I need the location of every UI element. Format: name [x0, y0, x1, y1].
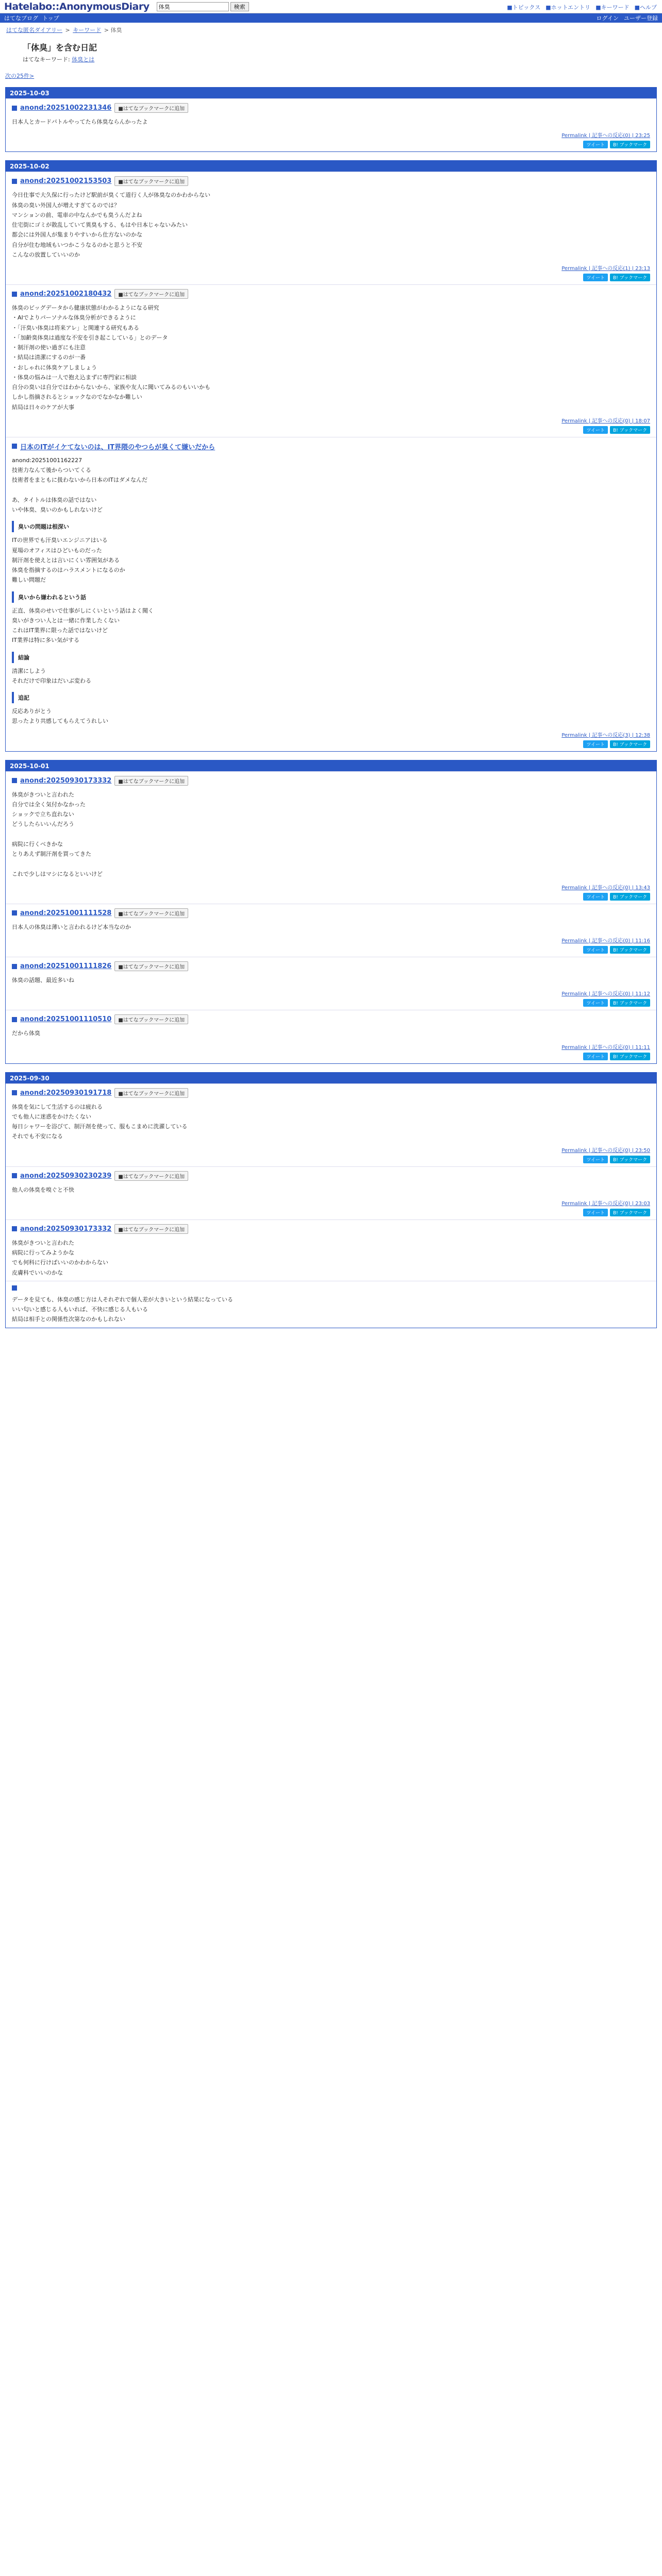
entry-line: 結局は日々のケアが大事	[12, 403, 74, 411]
entry-title-link[interactable]: anond:20250930230239	[20, 1172, 112, 1180]
site-logo[interactable]: Hatelabo::AnonymousDiary	[4, 1, 150, 12]
bookmark-button[interactable]: ■はてなブックマークに追加	[114, 176, 188, 186]
diary-entry	[6, 1166, 656, 1219]
entry-line: ・おしゃれに体臭ケアしましょう	[12, 364, 97, 371]
entry-line: 技術力なんて後からついてくる	[12, 467, 91, 473]
diary-entry	[6, 1083, 656, 1166]
bookmark-button[interactable]: ■はてなブックマークに追加	[114, 289, 188, 299]
permalink[interactable]: Permalink | 記事への反応(1) | 23:13	[561, 266, 650, 272]
entry-footer	[12, 416, 650, 424]
sub-bar	[0, 13, 662, 23]
entry-footer	[12, 989, 650, 997]
permalink[interactable]: Permalink | 記事への反応(0) | 23:25	[561, 133, 650, 139]
entry-body	[12, 190, 650, 260]
tweet-button[interactable]: ツイート	[583, 893, 608, 901]
entry-line: 難しい問題だ	[12, 577, 46, 584]
bookmark-button[interactable]: ■はてなブックマークに追加	[114, 908, 188, 918]
hatena-bookmark-button[interactable]: B! ブックマーク	[610, 426, 650, 434]
entry-line: 今日仕事で大久保に行ったけど駅前が臭くて道行く人が体臭なのかわからない	[12, 192, 210, 199]
entry-line: 他人の体臭を嗅ぐと不快	[12, 1186, 74, 1193]
share-buttons	[12, 740, 650, 748]
hatena-bookmark-button[interactable]: B! ブックマーク	[610, 893, 650, 901]
entry-line: ・AIでよりパーソナルな体臭分析ができるように	[12, 314, 136, 321]
entry-line: いや体臭、臭いのかもしれないけど	[12, 506, 103, 513]
entry-line: 体臭を指摘するのはハラスメントになるのか	[12, 567, 125, 573]
entry-line: でも何科に行けばいいのかわからない	[12, 1259, 108, 1266]
bookmark-button[interactable]: ■はてなブックマークに追加	[114, 1088, 188, 1098]
entry-line: 臭いがきつい人とは一緒に作業したくない	[12, 617, 120, 624]
entry-line: ショックで立ち直れない	[12, 811, 74, 818]
tweet-button[interactable]: ツイート	[583, 274, 608, 281]
entry-line: だから体臭	[12, 1030, 40, 1037]
entry-title-link[interactable]: anond:20251002180432	[20, 290, 112, 298]
entry-line: 日本人の体臭は薄いと言われるけど本当なのか	[12, 923, 131, 930]
diary-entry	[6, 1281, 656, 1328]
entry-header	[12, 961, 650, 971]
entry-line	[12, 485, 650, 495]
entry-icon	[12, 1017, 17, 1022]
hatena-bookmark-button[interactable]: B! ブックマーク	[610, 1053, 650, 1060]
entry-line: ・体臭の悩みは一人で抱え込まずに専門家に相談	[12, 374, 137, 381]
entry-line: 体臭がきついと言われた	[12, 1239, 74, 1246]
tweet-button[interactable]: ツイート	[583, 141, 608, 148]
permalink[interactable]: Permalink | 記事への反応(0) | 23:50	[561, 1147, 650, 1154]
tweet-button[interactable]: ツイート	[583, 426, 608, 434]
entry-line: 体臭を気にして生活するのは疲れる	[12, 1103, 103, 1110]
bookmark-button[interactable]: ■はてなブックマークに追加	[114, 961, 188, 971]
share-buttons	[12, 1209, 650, 1216]
entry-body	[12, 1238, 650, 1278]
entry-header	[12, 176, 650, 186]
entry-line: 結局は相手との関係性次第なのかもしれない	[12, 1316, 125, 1323]
entry-line: IT業界は特に多い気がする	[12, 637, 79, 644]
share-buttons	[12, 1156, 650, 1163]
entry-line: 毎日シャワーを浴びて、制汗剤を使って、服もこまめに洗濯している	[12, 1123, 188, 1130]
entry-line: こんなの放置していいのか	[12, 251, 80, 258]
entry-icon	[12, 292, 17, 297]
permalink[interactable]: Permalink | 記事への反応(0) | 23:03	[561, 1200, 650, 1207]
entry-body	[12, 1028, 650, 1038]
crumb-keyword[interactable]: キーワード	[73, 27, 102, 33]
entry-header	[12, 776, 650, 786]
entry-title-link[interactable]: anond:20251002231346	[20, 104, 112, 112]
permalink[interactable]: Permalink | 記事への反応(0) | 11:16	[561, 938, 650, 944]
entry-icon	[12, 1173, 17, 1178]
entry-line: マンションの前、電車の中なんかでも臭うんだよね	[12, 211, 142, 218]
entry-line: ・結局は清潔にするのが一番	[12, 354, 86, 361]
entry-footer	[12, 1146, 650, 1154]
search-input[interactable]	[157, 2, 229, 11]
tweet-button[interactable]: ツイート	[583, 999, 608, 1007]
entry-header	[12, 289, 650, 299]
entry-footer	[12, 883, 650, 891]
entry-line: 病院に行ってみようかな	[12, 1249, 74, 1256]
bookmark-button[interactable]: ■はてなブックマークに追加	[114, 1171, 188, 1181]
entry-line: とりあえず制汗剤を買ってきた	[12, 851, 91, 857]
entry-footer	[12, 731, 650, 738]
entry-line: ・「加齢臭体臭は過度な不安を引き起こしている」とのデータ	[12, 334, 168, 341]
entry-icon	[12, 1285, 17, 1291]
day-block	[5, 160, 657, 751]
header-nav	[507, 3, 657, 11]
keyword-link[interactable]: 体臭とは	[72, 56, 95, 63]
entry-line: 夏場のオフィスはひどいものだった	[12, 547, 102, 554]
day-block	[5, 760, 657, 1064]
entry-title-link[interactable]: anond:20250930173332	[20, 1225, 112, 1233]
next-page-link[interactable]: 次の25件>	[5, 73, 35, 79]
entry-body	[12, 455, 650, 726]
entry-title-link[interactable]: 日本のITがイケてないのは、IT界隈のやつらが臭くて嫌いだから	[20, 443, 216, 451]
diary-entry	[6, 98, 656, 151]
entry-icon	[12, 1226, 17, 1231]
hatena-bookmark-button[interactable]: B! ブックマーク	[610, 274, 650, 281]
share-buttons	[12, 946, 650, 954]
pager-top	[0, 69, 662, 87]
section-heading: 追記	[12, 692, 650, 703]
day-block	[5, 1072, 657, 1328]
crumb-home[interactable]: はてな匿名ダイアリー	[6, 27, 63, 33]
diary-entry	[6, 1010, 656, 1063]
entry-icon	[12, 964, 17, 969]
entry-footer	[12, 936, 650, 944]
entry-icon	[12, 778, 17, 783]
entry-title-link[interactable]: anond:20250930191718	[20, 1089, 112, 1097]
entry-line: 正直、体臭のせいで仕事がしにくいという話はよく聞く	[12, 607, 154, 614]
register-link[interactable]: ユーザー登録	[624, 15, 658, 22]
section-heading: 臭いから嫌われるという話	[12, 591, 650, 603]
diary-entry	[6, 284, 656, 437]
entry-line: それだけで印象はだいぶ変わる	[12, 677, 91, 684]
link-top[interactable]: トップ	[42, 15, 59, 22]
entry-header	[12, 1285, 650, 1291]
entry-icon	[12, 444, 17, 449]
diary-entry	[6, 172, 656, 284]
entry-icon	[12, 1090, 17, 1095]
bookmark-button[interactable]: ■はてなブックマークに追加	[114, 103, 188, 113]
keyword-prefix: はてなキーワード:	[23, 56, 72, 63]
entry-body	[12, 1102, 650, 1142]
bookmark-button[interactable]: ■はてなブックマークに追加	[114, 776, 188, 786]
link-blog[interactable]: はてなブログ	[4, 15, 38, 22]
entry-title-link[interactable]: anond:20251001110510	[20, 1015, 112, 1024]
day-date: 2025-10-01	[6, 760, 656, 771]
entry-line: いい匂いと感じる人もいれば、不快に感じる人もいる	[12, 1306, 148, 1313]
section-heading: 臭いの問題は根深い	[12, 521, 650, 532]
bookmark-button[interactable]: ■はてなブックマークに追加	[114, 1224, 188, 1234]
hatena-bookmark-button[interactable]: B! ブックマーク	[610, 999, 650, 1007]
permalink[interactable]: Permalink | 記事への反応(0) | 18:07	[561, 418, 650, 424]
tweet-button[interactable]: ツイート	[583, 740, 608, 748]
crumb-current: 体臭	[110, 27, 122, 33]
entry-line: 技術者をまともに扱わないから日本のITはダメなんだ	[12, 477, 147, 484]
entry-line: あ、タイトルは体臭の話ではない	[12, 496, 97, 503]
entry-header	[12, 1088, 650, 1098]
entry-icon	[12, 910, 17, 916]
entry-line: ITの世界でも汗臭いエンジニアはいる	[12, 537, 108, 544]
entry-line: 体臭がきついと言われた	[12, 791, 74, 798]
permalink[interactable]: Permalink | 記事への反応(0) | 13:43	[561, 885, 650, 891]
tweet-button[interactable]: ツイート	[583, 946, 608, 954]
search-button[interactable]: 検索	[230, 2, 249, 11]
entry-line: 思ったより共感してもらえてうれしい	[12, 718, 108, 725]
entry-footer	[12, 1043, 650, 1050]
entry-line: 体臭のビッグデータから健康状態がわかるようになる研究	[12, 304, 159, 311]
permalink[interactable]: Permalink | 記事への反応(3) | 12:38	[561, 732, 650, 738]
day-date: 2025-10-03	[6, 88, 656, 98]
entry-body	[12, 117, 650, 127]
entry-title-link[interactable]: anond:20251001111528	[20, 909, 112, 917]
breadcrumb: はてな匿名ダイアリー > キーワード > 体臭	[6, 27, 122, 33]
nav-keyword[interactable]: ■キーワード	[595, 4, 630, 11]
diary-list	[0, 87, 662, 1328]
entry-line: 日本人とカードバトルやってたら体臭ならんかったよ	[12, 118, 148, 125]
entry-header	[12, 103, 650, 113]
share-buttons	[12, 426, 650, 434]
hatena-bookmark-button[interactable]: B! ブックマーク	[610, 946, 650, 954]
entry-line: anond:20251001162227	[12, 456, 82, 464]
entry-line: ・制汗剤の使い過ぎにも注意	[12, 344, 86, 351]
nav-topics[interactable]: ■トピックス	[507, 4, 541, 11]
hatena-bookmark-button[interactable]: B! ブックマーク	[610, 141, 650, 148]
entry-footer	[12, 1199, 650, 1207]
tweet-button[interactable]: ツイート	[583, 1053, 608, 1060]
entry-header	[12, 1171, 650, 1181]
entry-line: それでも不安になる	[12, 1133, 63, 1140]
day-block	[5, 87, 657, 152]
entry-icon	[12, 106, 17, 111]
entry-header	[12, 908, 650, 918]
entry-line: ・「汗臭い体臭は将来アレ」と関連する研究もある	[12, 324, 140, 331]
hatena-bookmark-button[interactable]: B! ブックマーク	[610, 1209, 650, 1216]
entry-line: 自分が住む地域もいつかこうなるのかと思うと不安	[12, 241, 142, 248]
entry-line: 都会には外国人が集まりやすいから仕方ないのかな	[12, 231, 142, 239]
entry-body	[12, 1295, 650, 1325]
diary-entry	[6, 437, 656, 751]
diary-entry	[6, 1219, 656, 1281]
entry-header	[12, 442, 650, 451]
entry-line: 自分の臭いは自分ではわからないから、家族や友人に聞いてみるのもいいかも	[12, 384, 210, 391]
entry-header	[12, 1224, 650, 1234]
search-form	[157, 2, 249, 11]
day-date: 2025-09-30	[6, 1073, 656, 1083]
keyword-line	[0, 55, 662, 69]
permalink[interactable]: Permalink | 記事への反応(0) | 11:11	[561, 1044, 650, 1050]
entry-line: これで少しはマシになるといいけど	[12, 870, 103, 877]
entry-line: どうしたらいいんだろう	[12, 821, 74, 828]
entry-body	[12, 922, 650, 932]
entry-title-link[interactable]: anond:20250930173332	[20, 776, 112, 785]
entry-line: 清潔にしよう	[12, 667, 46, 674]
entry-footer	[12, 131, 650, 139]
page-title: 「体臭」を含む日記	[23, 43, 97, 53]
entry-line: これはIT業界に限った話ではないけど	[12, 627, 108, 634]
nav-help[interactable]: ■ヘルプ	[634, 4, 657, 11]
entry-title-link[interactable]: anond:20251002153503	[20, 177, 112, 185]
entry-line: 体臭の話題、最近多いね	[12, 977, 74, 984]
entry-title-link[interactable]: anond:20251001111826	[20, 962, 112, 970]
diary-entry	[6, 904, 656, 957]
entry-line: 自分では全く気付かなかった	[12, 801, 86, 808]
nav-hot[interactable]: ■ホットエントリ	[545, 4, 591, 11]
tweet-button[interactable]: ツイート	[583, 1156, 608, 1163]
permalink[interactable]: Permalink | 記事への反応(0) | 11:12	[561, 991, 650, 997]
entry-body	[12, 1185, 650, 1195]
entry-line	[12, 859, 650, 869]
entry-footer	[12, 264, 650, 272]
tweet-button[interactable]: ツイート	[583, 1209, 608, 1216]
day-date: 2025-10-02	[6, 161, 656, 172]
section-heading: 結論	[12, 652, 650, 663]
entry-body	[12, 303, 650, 412]
entry-line: 病院に行くべきかな	[12, 840, 63, 848]
share-buttons	[12, 893, 650, 901]
entry-line: データを見ても、体臭の感じ方は人それぞれで個人差が大きいという結果になっている	[12, 1296, 233, 1303]
entry-line: 体臭の臭い外国人が増えすぎてるのでは？	[12, 201, 120, 209]
share-buttons	[12, 274, 650, 281]
entry-icon	[12, 179, 17, 184]
entry-body	[12, 975, 650, 985]
share-buttons	[12, 999, 650, 1007]
bookmark-button[interactable]: ■はてなブックマークに追加	[114, 1014, 188, 1024]
entry-header	[12, 1014, 650, 1024]
hatena-bookmark-button[interactable]: B! ブックマーク	[610, 1156, 650, 1163]
entry-body	[12, 790, 650, 879]
share-buttons	[12, 1053, 650, 1060]
entry-line: 反応ありがとう	[12, 708, 52, 715]
hatena-bookmark-button[interactable]: B! ブックマーク	[610, 740, 650, 748]
entry-line	[12, 829, 650, 839]
entry-line: 皮膚科でいいのかな	[12, 1269, 63, 1276]
diary-entry	[6, 957, 656, 1010]
entry-line: 住宅街にゴミが散乱していて異臭もする、もはや日本じゃないみたい	[12, 222, 188, 228]
site-header	[0, 0, 662, 13]
entry-line: しかし指摘されるとショックなのでなかなか難しい	[12, 394, 142, 401]
login-link[interactable]: ログイン	[596, 15, 619, 22]
diary-entry	[6, 771, 656, 904]
share-buttons	[12, 141, 650, 148]
entry-line: 制汗剤を使えとは言いにくい雰囲気がある	[12, 556, 120, 564]
entry-line: でも他人に迷惑をかけたくない	[12, 1113, 91, 1120]
